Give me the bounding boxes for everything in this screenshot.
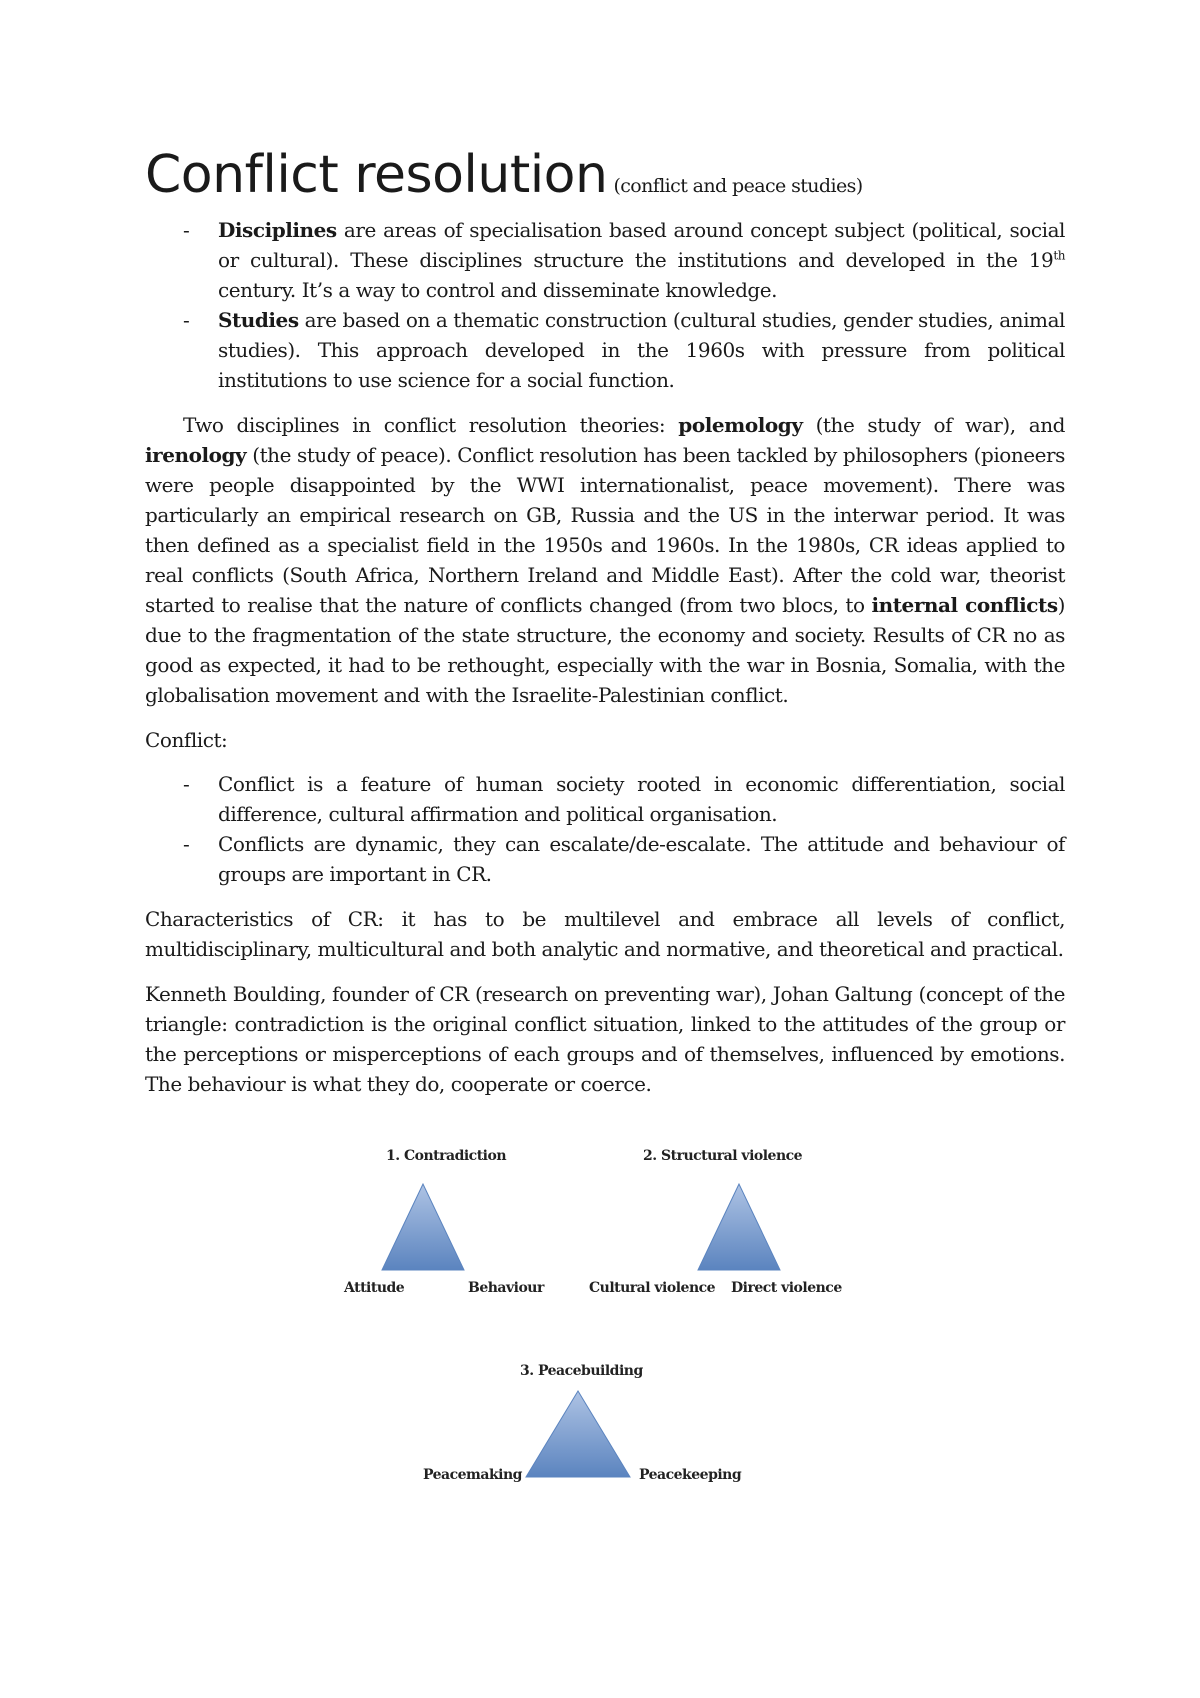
triangle-diagram-contradiction [340, 1140, 560, 1310]
conflict-heading: Conflict: [145, 728, 228, 752]
triangle-icon [420, 1355, 740, 1525]
triangle-shape [526, 1391, 630, 1477]
superscript-th: th [1053, 248, 1065, 263]
term-disciplines: Disciplines [218, 218, 337, 242]
triangle-shape [698, 1184, 780, 1270]
diagram-label-left: Cultural violence [589, 1280, 716, 1296]
list-item-text: Conflict is a feature of human society rooted in economic differentiation, social difference, cultural affirmation and political organisation. [218, 772, 1065, 826]
list-item-text: Conflicts are dynamic, they can escalate/de-escalate. The attitude and behaviour of groups are important in CR. [218, 832, 1065, 886]
list-item-studies [145, 305, 1065, 395]
document-body [145, 146, 1065, 1099]
page-title [145, 146, 1065, 215]
para1-text-3: (the study of peace). Conflict resolution has been tackled by philosophers (pioneers were people disappointed by the WWI internationalist, peace movement). There was particularly an empirical research on GB, Russia and the US in the interwar period. It was then defined as a specialist field in the 1950s and 1960s. In the 1980s, CR ideas applied to real conflicts (South Africa, Northern Ireland and Middle East). After the cold war, theorist started to realise that the nature of conflicts changed (from two blocs, to [145, 443, 1065, 617]
title-subtitle: (conflict and peace studies) [613, 175, 863, 197]
term-polemology: polemology [678, 413, 803, 437]
term-studies: Studies [218, 308, 299, 332]
diagram-label-left: Attitude [344, 1280, 405, 1296]
bullet-dash: - [183, 772, 190, 796]
diagram-label-left: Peacemaking [423, 1467, 522, 1483]
triangle-shape [382, 1184, 464, 1270]
term-internal-conflicts: internal conflicts [871, 593, 1058, 617]
title-main: Conflict resolution [145, 145, 608, 205]
bullet-dash: - [183, 832, 190, 856]
diagram-label-right: Peacekeeping [639, 1467, 742, 1483]
paragraph-disciplines-history [145, 410, 1065, 710]
definition-studies: are based on a thematic construction (cultural studies, gender studies, animal studies). This approach developed in the 1960s with pressure from political institutions to use science for a social function. [218, 308, 1065, 392]
list-item [145, 829, 1065, 889]
diagram-title: 3. Peacebuilding [520, 1363, 643, 1379]
definition-disciplines-b: century. It’s a way to control and disseminate knowledge. [218, 278, 778, 302]
para1-text-4: ) due to the fragmentation of the state structure, the economy and society. Results of CR no as good as expected, it had to be rethought, especially with the war in Bosnia, Somalia, with the globalisation movement and with the Israelite-Palestinian conflict. [145, 593, 1065, 707]
bullet-dash: - [183, 218, 190, 242]
para1-text-1: Two disciplines in conflict resolution theories: [183, 413, 679, 437]
conflict-bullet-list [145, 769, 1065, 889]
para1-text-2: (the study of war), and [802, 413, 1065, 437]
diagram-title: 2. Structural violence [643, 1148, 803, 1164]
paragraph-characteristics: Characteristics of CR: it has to be multilevel and embrace all levels of conflict, multidisciplinary, multicultural and both analytic and normative, and theoretical and practical. [145, 907, 1065, 961]
list-item-disciplines [145, 215, 1065, 305]
triangle-diagram-peacebuilding [420, 1355, 740, 1525]
intro-bullet-list [145, 215, 1065, 395]
triangle-diagram-structural-violence [585, 1140, 845, 1310]
list-item [145, 769, 1065, 829]
bullet-dash: - [183, 308, 190, 332]
definition-disciplines-a: are areas of specialisation based around concept subject (political, social or cultural). These disciplines structure the institutions and developed in the 19 [218, 218, 1065, 272]
diagram-label-right: Direct violence [731, 1280, 842, 1296]
diagram-label-right: Behaviour [468, 1280, 544, 1296]
term-irenology: irenology [145, 443, 247, 467]
paragraph-boulding-galtung: Kenneth Boulding, founder of CR (research on preventing war), Johan Galtung (concept of the triangle: contradiction is the original conflict situation, linked to the attitudes of the group or the perceptions or misperceptions of each groups and of themselves, influenced by emotions. The behaviour is what they do, cooperate or coerce. [145, 982, 1065, 1096]
diagram-title: 1. Contradiction [386, 1148, 506, 1164]
